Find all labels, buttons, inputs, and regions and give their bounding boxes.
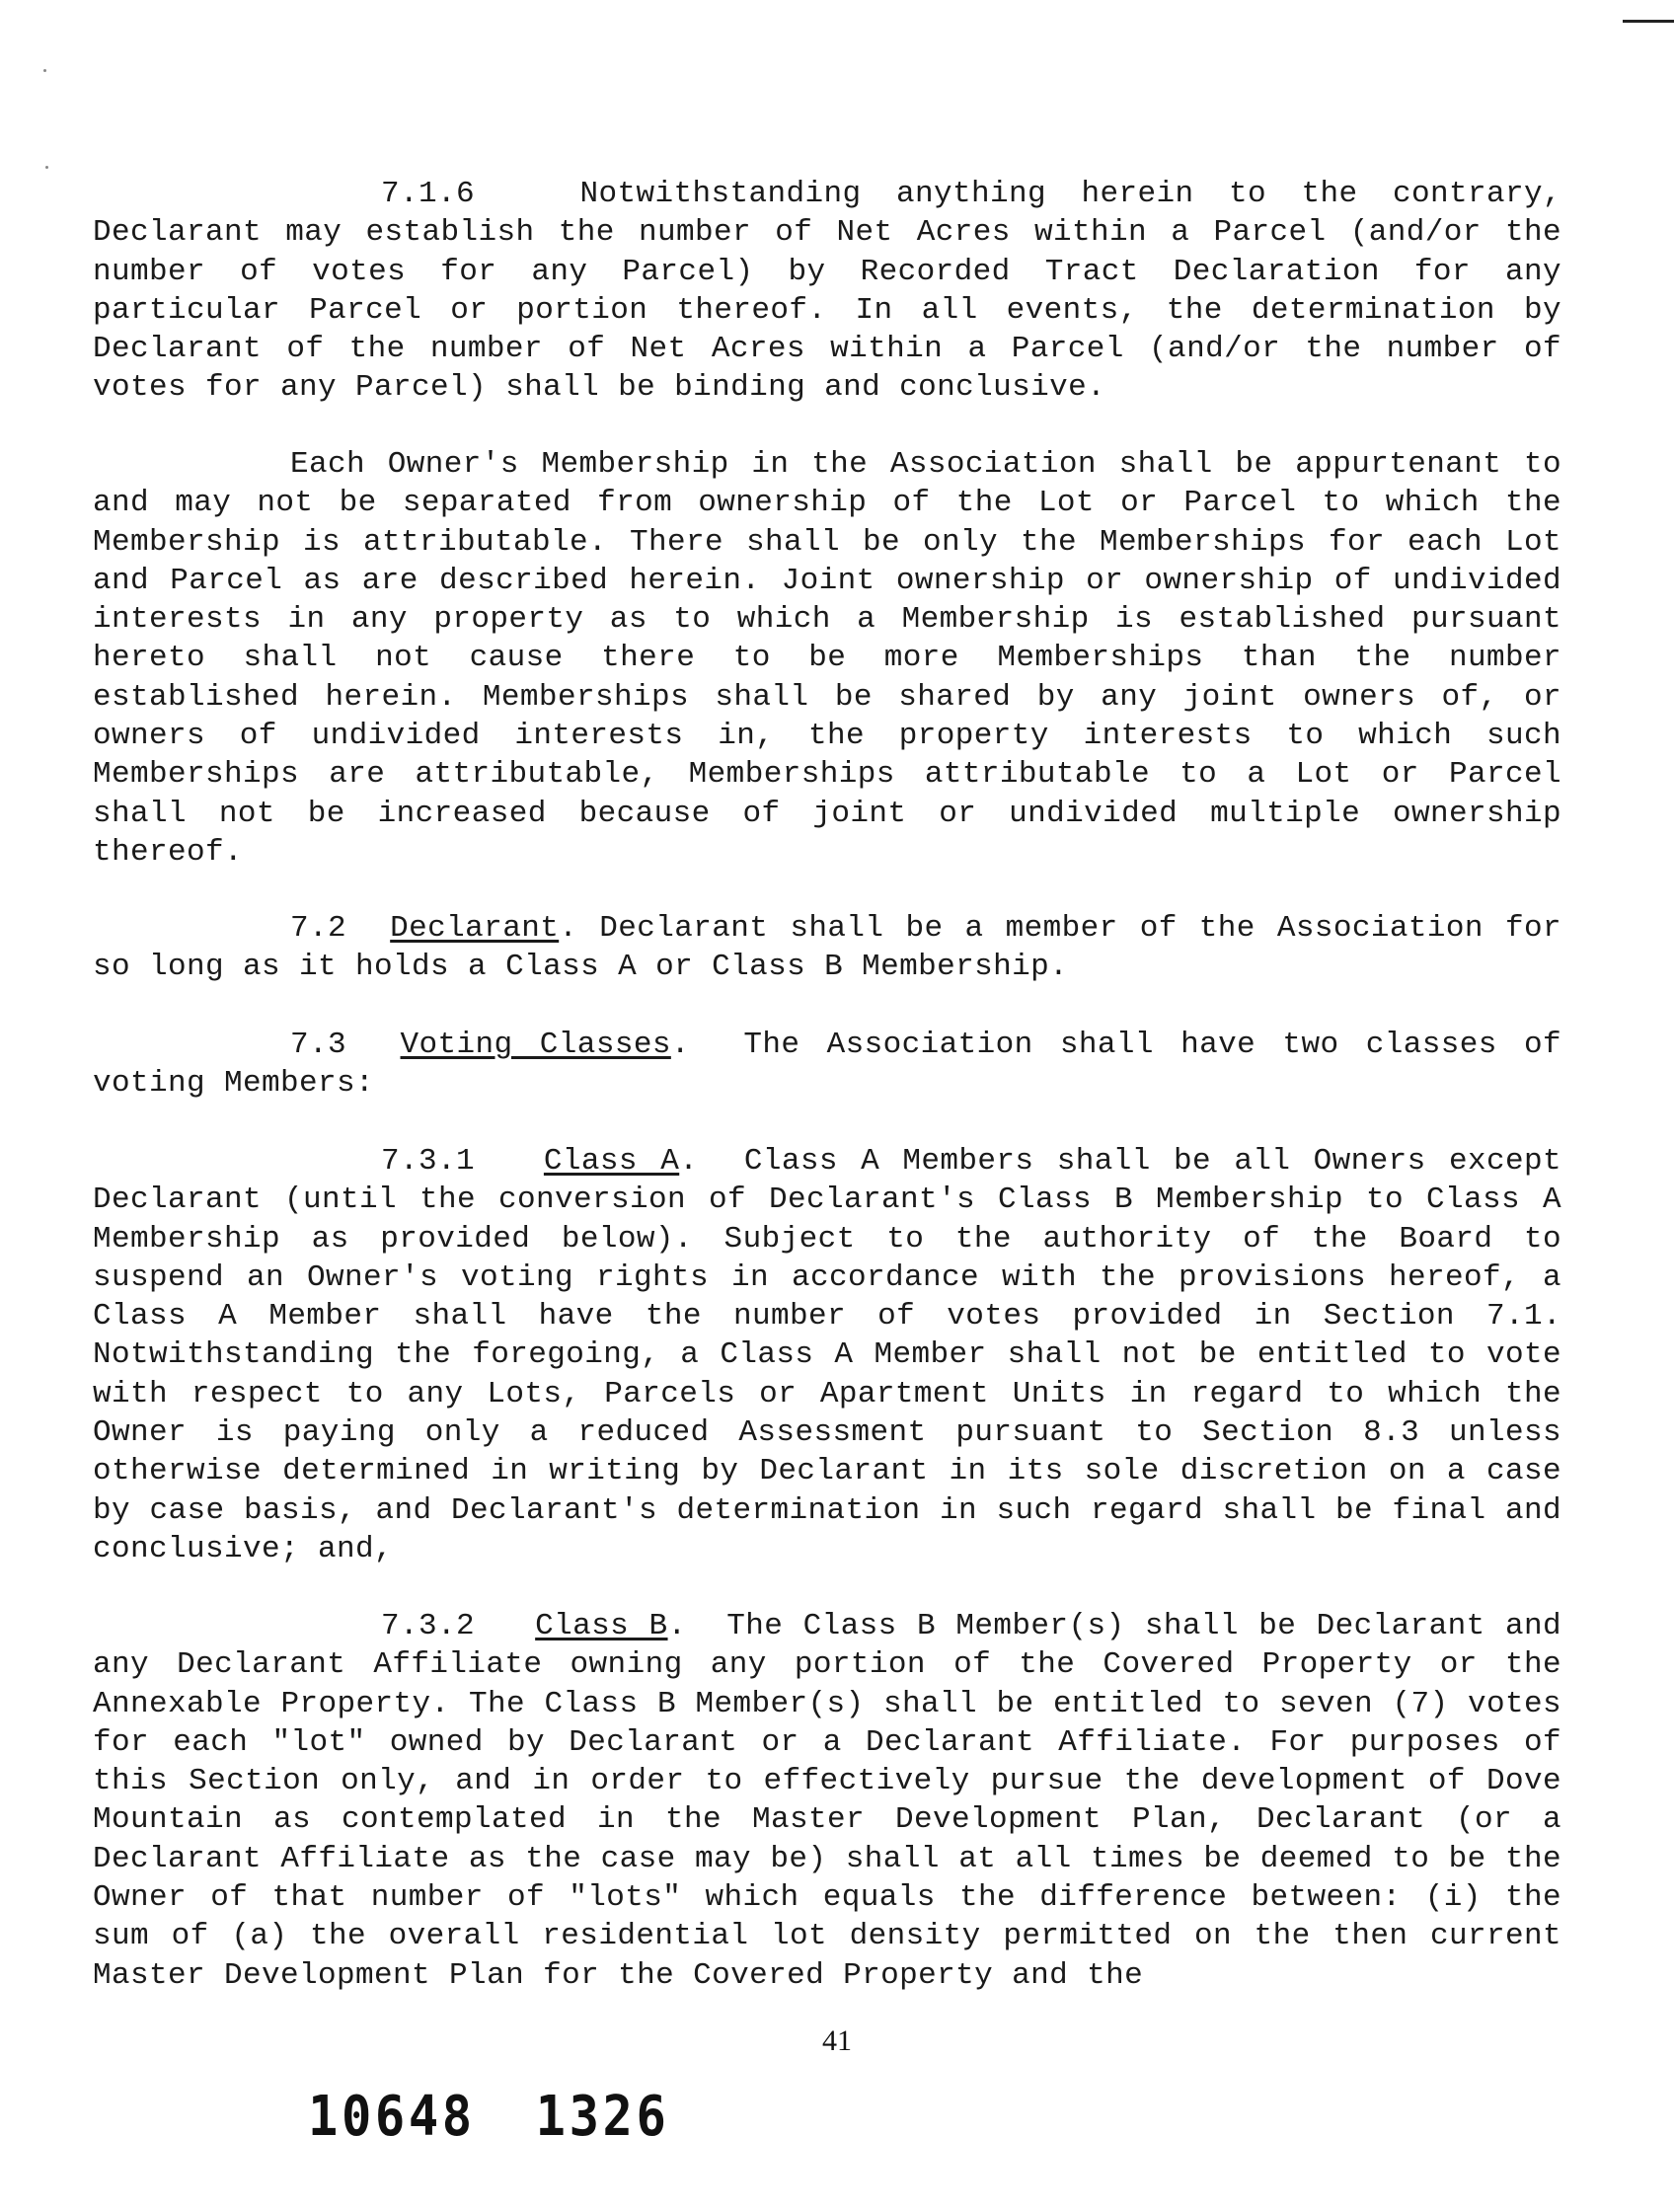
section-heading: Voting Classes xyxy=(400,1028,671,1062)
paragraph-text: Class A Members shall be all Owners except Declarant (until the conversion of Declarant's Class B Membership to Class A Membership as provided below). Subject to the authority of the Board to suspend an Owner's voting rights in accordance with the provisions hereof, a Class A Member shall have the number of votes provided in Section 7.1. Notwithstanding the foregoing, a Class A Member shall not be entitled to vote with respect to any Lots, Parcels or Apartment Units in regard to which the Owner is paying only a reduced Assessment pursuant to Section 8.3 unless otherwise determined in writing by Declarant in its sole discretion on a case by case basis, and Declarant's determination in such regard shall be final and conclusive; and, xyxy=(93,1144,1561,1566)
paragraph-7-3: 7.3 Voting Classes. The Association shall have two classes of voting Members: xyxy=(93,1028,1561,1102)
page-edge-mark xyxy=(1623,20,1674,23)
scan-speck xyxy=(43,69,46,72)
paragraph-text: Each Owner's Membership in the Association shall be appurtenant to and may not be separated from ownership of the Lot or Parcel to which the Membership is attributable. There shall be only the Memberships for each Lot and Parcel as are described herein. Joint ownership or ownership of undivided interests in any property as to which a Membership is established pursuant hereto shall not cause there to be more Memberships than the number established herein. Memberships shall be shared by any joint owners of, or owners of undivided interests in, the property interests to which such Memberships are attributable, Memberships attributable to a Lot or Parcel shall not be increased because of joint or undivided multiple ownership thereof. xyxy=(93,447,1561,870)
paragraph-text: The Association shall have two classes of voting Members: xyxy=(93,1028,1561,1102)
page-number: 41 xyxy=(822,2024,852,2057)
paragraph-7-3-2: 7.3.2 Class B. The Class B Member(s) shall be Declarant and any Declarant Affiliate owning any portion of the Covered Property or the Annexable Property. The Class B Member(s) shall be entitled to seven (7) votes for each "lot" owned by Declarant or a Declarant Affiliate. For purposes of this Section only, and in order to effectively pursue the development of Dove Mountain as contemplated in the Master Development Plan, Declarant (or a Declarant Affiliate as the case may be) shall at all times be deemed to be the Owner of that number of "lots" which equals the difference between: (i) the sum of (a) the overall residential lot density permitted on the then current Master Development Plan for the Covered Property and the xyxy=(93,1609,1561,1993)
paragraph-7-2: 7.2 Declarant. Declarant shall be a member of the Association for so long as it holds a Class A or Class B Membership. xyxy=(93,911,1561,985)
section-heading: Class A xyxy=(543,1144,680,1179)
paragraph-owner-membership xyxy=(93,445,1561,872)
section-heading: Class B xyxy=(535,1609,668,1643)
paragraph-text: The Class B Member(s) shall be Declarant and any Declarant Affiliate owning any portion of the Covered Property or the Annexable Property. The Class B Member(s) shall be entitled to seven (7) votes for each "lot" owned by Declarant or a Declarant Affiliate. For purposes of this Section only, and in order to effectively pursue the development of Dove Mountain as contemplated in the Master Development Plan, Declarant (or a Declarant Affiliate as the case may be) shall at all times be deemed to be the Owner of that number of "lots" which equals the difference between: (i) the sum of (a) the overall residential lot density permitted on the then current Master Development Plan for the Covered Property and the xyxy=(93,1609,1561,1993)
recorder-stamp: 10648 1326 xyxy=(308,2085,670,2149)
section-number: 7.2 xyxy=(290,911,347,946)
paragraph-7-3-1: 7.3.1 Class A. Class A Members shall be all Owners except Declarant (until the conversion of Declarant's Class B Membership to Class A Membership as provided below). Subject to the authority of the Board to suspend an Owner's voting rights in accordance with the provisions hereof, a Class A Member shall have the number of votes provided in Section 7.1. Notwithstanding the foregoing, a Class A Member shall not be entitled to vote with respect to any Lots, Parcels or Apartment Units in regard to which the Owner is paying only a reduced Assessment pursuant to Section 8.3 unless otherwise determined in writing by Declarant in its sole discretion on a case by case basis, and Declarant's determination in such regard shall be final and conclusive; and, xyxy=(93,1144,1561,1566)
paragraph-text: Notwithstanding anything herein to the contrary, Declarant may establish the number of Net Acres within a Parcel (and/or the number of votes for any Parcel) by Recorded Tract Declaration for any particular Parcel or portion thereof. In all events, the determination by Declarant of the number of Net Acres within a Parcel (and/or the number of votes for any Parcel) shall be binding and conclusive. xyxy=(93,177,1561,406)
section-heading: Declarant xyxy=(390,911,560,946)
section-number: 7.3.2 xyxy=(381,1609,476,1643)
paragraph-7-1-6 xyxy=(93,175,1561,408)
paragraph-text: Declarant shall be a member of the Association for so long as it holds a Class A or Class B Membership. xyxy=(93,911,1561,985)
section-number: 7.1.6 xyxy=(381,177,476,211)
section-number: 7.3 xyxy=(290,1028,347,1062)
section-number: 7.3.1 xyxy=(381,1144,476,1179)
scan-speck xyxy=(45,166,48,169)
